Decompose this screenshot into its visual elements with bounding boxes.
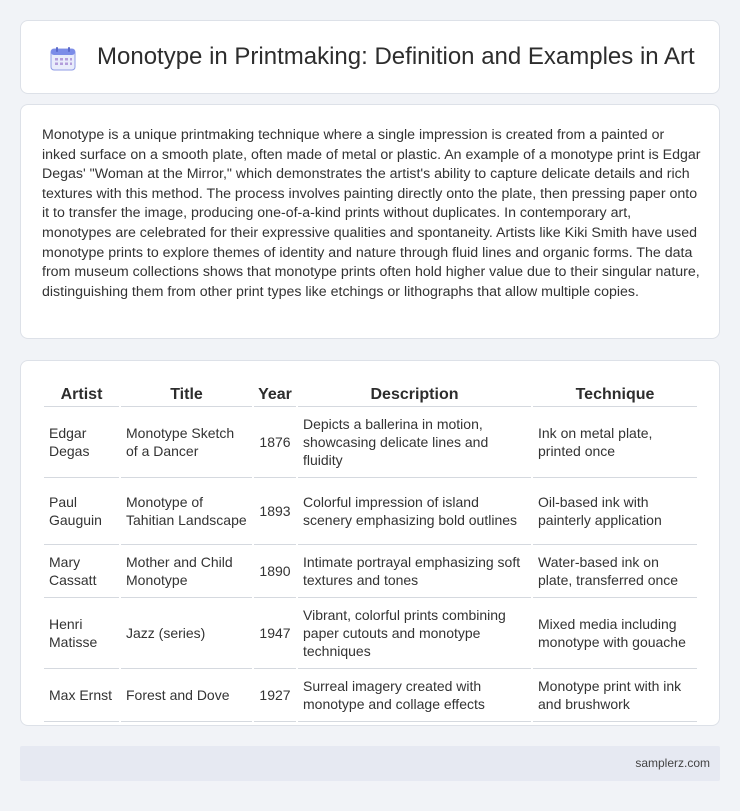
cell-technique: Monotype print with ink and brushwork (533, 669, 697, 722)
table-card (20, 360, 720, 726)
column-header-artist: Artist (44, 382, 119, 407)
cell-artist: Henri Matisse (44, 598, 119, 669)
cell-title: Mother and Child Monotype (121, 545, 252, 598)
table-row (44, 598, 697, 669)
footer-bar (20, 746, 720, 781)
page-title: Monotype in Printmaking: Definition and Examples in Art (97, 43, 695, 70)
header-card (20, 20, 720, 94)
cell-year: 1947 (254, 598, 296, 669)
column-header-title: Title (121, 382, 252, 407)
intro-card (20, 104, 720, 339)
cell-description: Colorful impression of island scenery emphasizing bold outlines (298, 478, 531, 545)
table-header-row (44, 382, 697, 407)
cell-title: Monotype Sketch of a Dancer (121, 407, 252, 478)
table-row (44, 669, 697, 722)
intro-paragraph: Monotype is a unique printmaking technique where a single impression is created from a painted or inked surface on a smooth plate, often made of metal or plastic. An example of a monotype print is Edgar Degas' "Woman at the Mirror," which demonstrates the artist's ability to capture delicate details and rich textures with this method. The process involves painting directly onto the plate, then pressing paper onto it to transfer the image, producing one-of-a-kind prints without duplicates. In contemporary art, monotypes are celebrated for their expressive qualities and spontaneity. Artists like Kiki Smith have used monotype prints to explore themes of identity and nature through fluid lines and organic forms. The data from museum collections shows that monotype prints often hold higher value due to their singular nature, distinguishing them from other print types like etchings or lithographs that allow multiple copies. (42, 127, 701, 300)
cell-year: 1876 (254, 407, 296, 478)
examples-table (42, 382, 699, 722)
calendar-icon (50, 47, 76, 71)
table-row (44, 407, 697, 478)
cell-year: 1890 (254, 545, 296, 598)
cell-description: Vibrant, colorful prints combining paper cutouts and monotype techniques (298, 598, 531, 669)
cell-description: Depicts a ballerina in motion, showcasing delicate lines and fluidity (298, 407, 531, 478)
cell-artist: Edgar Degas (44, 407, 119, 478)
cell-artist: Paul Gauguin (44, 478, 119, 545)
cell-year: 1893 (254, 478, 296, 545)
cell-title: Jazz (series) (121, 598, 252, 669)
cell-title: Monotype of Tahitian Landscape (121, 478, 252, 545)
table-row (44, 478, 697, 545)
cell-title: Forest and Dove (121, 669, 252, 722)
column-header-technique: Technique (533, 382, 697, 407)
column-header-description: Description (298, 382, 531, 407)
cell-technique: Oil-based ink with painterly application (533, 478, 697, 545)
column-header-year: Year (254, 382, 296, 407)
cell-description: Intimate portrayal emphasizing soft textures and tones (298, 545, 531, 598)
cell-technique: Mixed media including monotype with gouache (533, 598, 697, 669)
cell-technique: Water-based ink on plate, transferred once (533, 545, 697, 598)
cell-artist: Mary Cassatt (44, 545, 119, 598)
cell-artist: Max Ernst (44, 669, 119, 722)
cell-description: Surreal imagery created with monotype and collage effects (298, 669, 531, 722)
footer-site-link[interactable]: samplerz.com (635, 756, 710, 770)
cell-year: 1927 (254, 669, 296, 722)
table-row (44, 545, 697, 598)
cell-technique: Ink on metal plate, printed once (533, 407, 697, 478)
